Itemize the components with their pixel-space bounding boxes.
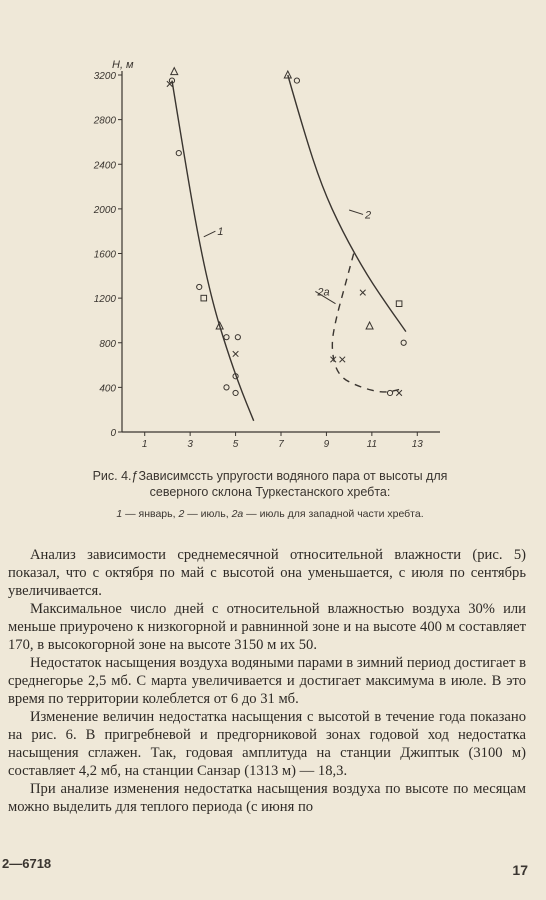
- paragraph-2: Максимальное число дней с относительной влажностью воздуха 30% или меньше приурочено к низкогорной и равнинной зоне и на высоте 400 м составляет 170, в высокогорной зоне на высоте 3150 м их 50.: [8, 601, 526, 653]
- marker-circle: [387, 390, 392, 395]
- x-tick-label: 5: [232, 439, 239, 450]
- y-tick-label: 0: [110, 428, 116, 439]
- series-label: 2a: [317, 286, 330, 299]
- marker-circle: [294, 78, 299, 83]
- legend-1-number: 1: [116, 508, 123, 520]
- x-tick-label: 3: [187, 439, 193, 450]
- marker-circle: [224, 335, 229, 340]
- y-tick-label: 1600: [93, 249, 116, 261]
- legend-2-text: — июль,: [184, 508, 232, 520]
- x-tick-label: 7: [278, 439, 284, 450]
- y-tick-label: 1200: [93, 294, 116, 306]
- series-label: 1: [217, 226, 224, 239]
- marker-triangle: [171, 68, 178, 75]
- y-tick-label: 2400: [93, 160, 116, 172]
- legend-2a-number: 2а: [231, 508, 244, 520]
- body-text: [8, 546, 526, 816]
- figure-caption-legend: [40, 508, 500, 520]
- series-2-line: [288, 75, 406, 332]
- marker-square: [201, 295, 207, 301]
- marker-circle: [197, 284, 202, 289]
- marker-cross: [233, 351, 239, 357]
- marker-circle: [235, 335, 240, 340]
- marker-circle: [224, 385, 229, 390]
- series-2a-line: [332, 254, 399, 392]
- paragraph-1: Анализ зависимости среднемесячной относительной влажности (рис. 5) показал, что с октября по май с высотой она уменьшается, с июля по сентябрь увеличивается.: [8, 547, 526, 599]
- series-1-line: [172, 81, 254, 421]
- y-tick-label: 800: [99, 338, 116, 350]
- figure-caption-title: Рис. 4.ƒЗависимсcть упругости водяного пара от высоты для северного склона Туркестанского хребта:: [92, 469, 448, 499]
- printer-signature: 2—6718: [2, 856, 52, 871]
- marker-circle: [176, 150, 181, 155]
- legend-2-number: 2: [178, 508, 185, 520]
- y-tick-label: 400: [99, 383, 116, 395]
- paragraph-5: При анализе изменения недостатка насыщения воздуха по высоте по месяцам можно выделить для теплого периода (с июня по: [8, 781, 526, 815]
- series-label: 2: [365, 209, 372, 222]
- marker-square: [396, 301, 402, 307]
- x-tick-label: 13: [411, 439, 423, 450]
- x-tick-label: 1: [141, 439, 148, 450]
- marker-circle: [401, 340, 406, 345]
- y-axis-label: Н, м: [112, 59, 134, 71]
- x-tick-label: 9: [323, 439, 330, 450]
- marker-circle: [233, 390, 238, 395]
- y-tick-label: 2000: [93, 204, 116, 216]
- legend-2a-text: — июль для западной части хребта.: [243, 508, 424, 520]
- legend-1-text: — январь,: [122, 508, 179, 520]
- marker-cross: [396, 390, 402, 396]
- marker-cross: [360, 290, 366, 296]
- x-tick-label: 11: [366, 439, 378, 450]
- series-label-leader: [349, 210, 363, 214]
- series-label-leader: [204, 231, 216, 237]
- y-tick-label: 2800: [93, 115, 116, 127]
- paragraph-4: Изменение величин недостатка насыщения с высотой в течение года показано на рис. 6. В пригребневой и предгорниковой зонах годовой ход недостатка насыщения сглажен. Так, годовая амплитуда на станции Джиптык (3100 м) составляет 4,2 мб, на станции Санзар (1313 м) — 18,3.: [8, 709, 526, 779]
- y-tick-label: 3200: [93, 71, 116, 82]
- page-number: 17: [512, 862, 528, 878]
- marker-triangle: [366, 322, 373, 329]
- marker-cross: [340, 357, 346, 363]
- paragraph-3: Недостаток насыщения воздуха водяными парами в зимний период достигает в среднегорье 2,5 мб. С марта увеличивается и достигает максимума в июле. В это время по территории колеблется от 6 до 31 мб.: [8, 655, 526, 707]
